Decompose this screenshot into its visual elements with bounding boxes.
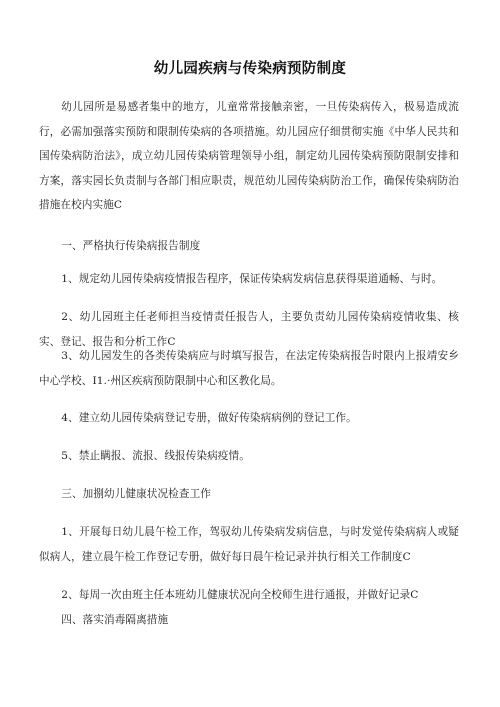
list-item-1: 1、规定幼儿园传染病疫情报告程序，保证传染病发病信息获得渠道通畅、与时。: [61, 273, 443, 285]
list-item-2: 2、幼儿园班主任老师担当疫情责任报告人，主要负责幼儿园传染病疫情收集、核实、登记、报告和分析工作C: [39, 311, 459, 348]
section3-item-2: 2、每周一次由班主任本班幼儿健康状况向全校师生进行通报，并做好记录C: [61, 589, 419, 601]
section-heading-3: 三、加捌幼儿健康状况检查工作: [61, 488, 211, 500]
intro-paragraph: 幼儿园所是易感者集中的地方，儿童常常接触亲密，一旦传染病传入，极易造成流行，必需加强落实预防和限制传染病的各项措施。幼儿园应仔细贯彻实施《中华人民共和国传染病防治法》，成立幼儿园传染病管理领导小组，制定幼儿园传染病预防限制安排和方案，落实园长负责制与各部门相应职责，规范幼儿园传染病防治工作，确保传染病防治措施在校内实施C: [39, 101, 459, 211]
section-heading-4: 四、落实消毒隔离措施: [61, 614, 169, 626]
section3-item-1: 1、开展每日幼儿晨午检工作，驾驭幼儿传染病发病信息，与时发觉传染病病人或疑似病人，建立晨午检工作登记专册，做好每日晨午检记录并执行相关工作制度C: [39, 526, 459, 563]
list-item-5: 5、禁止瞒报、流报、线报传染病疫情。: [61, 450, 250, 462]
list-item-4: 4、建立幼儿园传染病登记专册，做好传染病病例的登记工作。: [61, 412, 357, 424]
section-heading-1: 一、严格执行传染病报告制度: [61, 240, 201, 252]
list-item-3: 3、幼儿园发生的各类传染病应与时填写报告，在法定传染病报告时限内上报靖安乡中心学校、I1.·州区疾病预防限制中心和区教化局。: [39, 350, 459, 387]
document-title: 幼儿园疾病与传染病预防制度: [153, 61, 347, 77]
